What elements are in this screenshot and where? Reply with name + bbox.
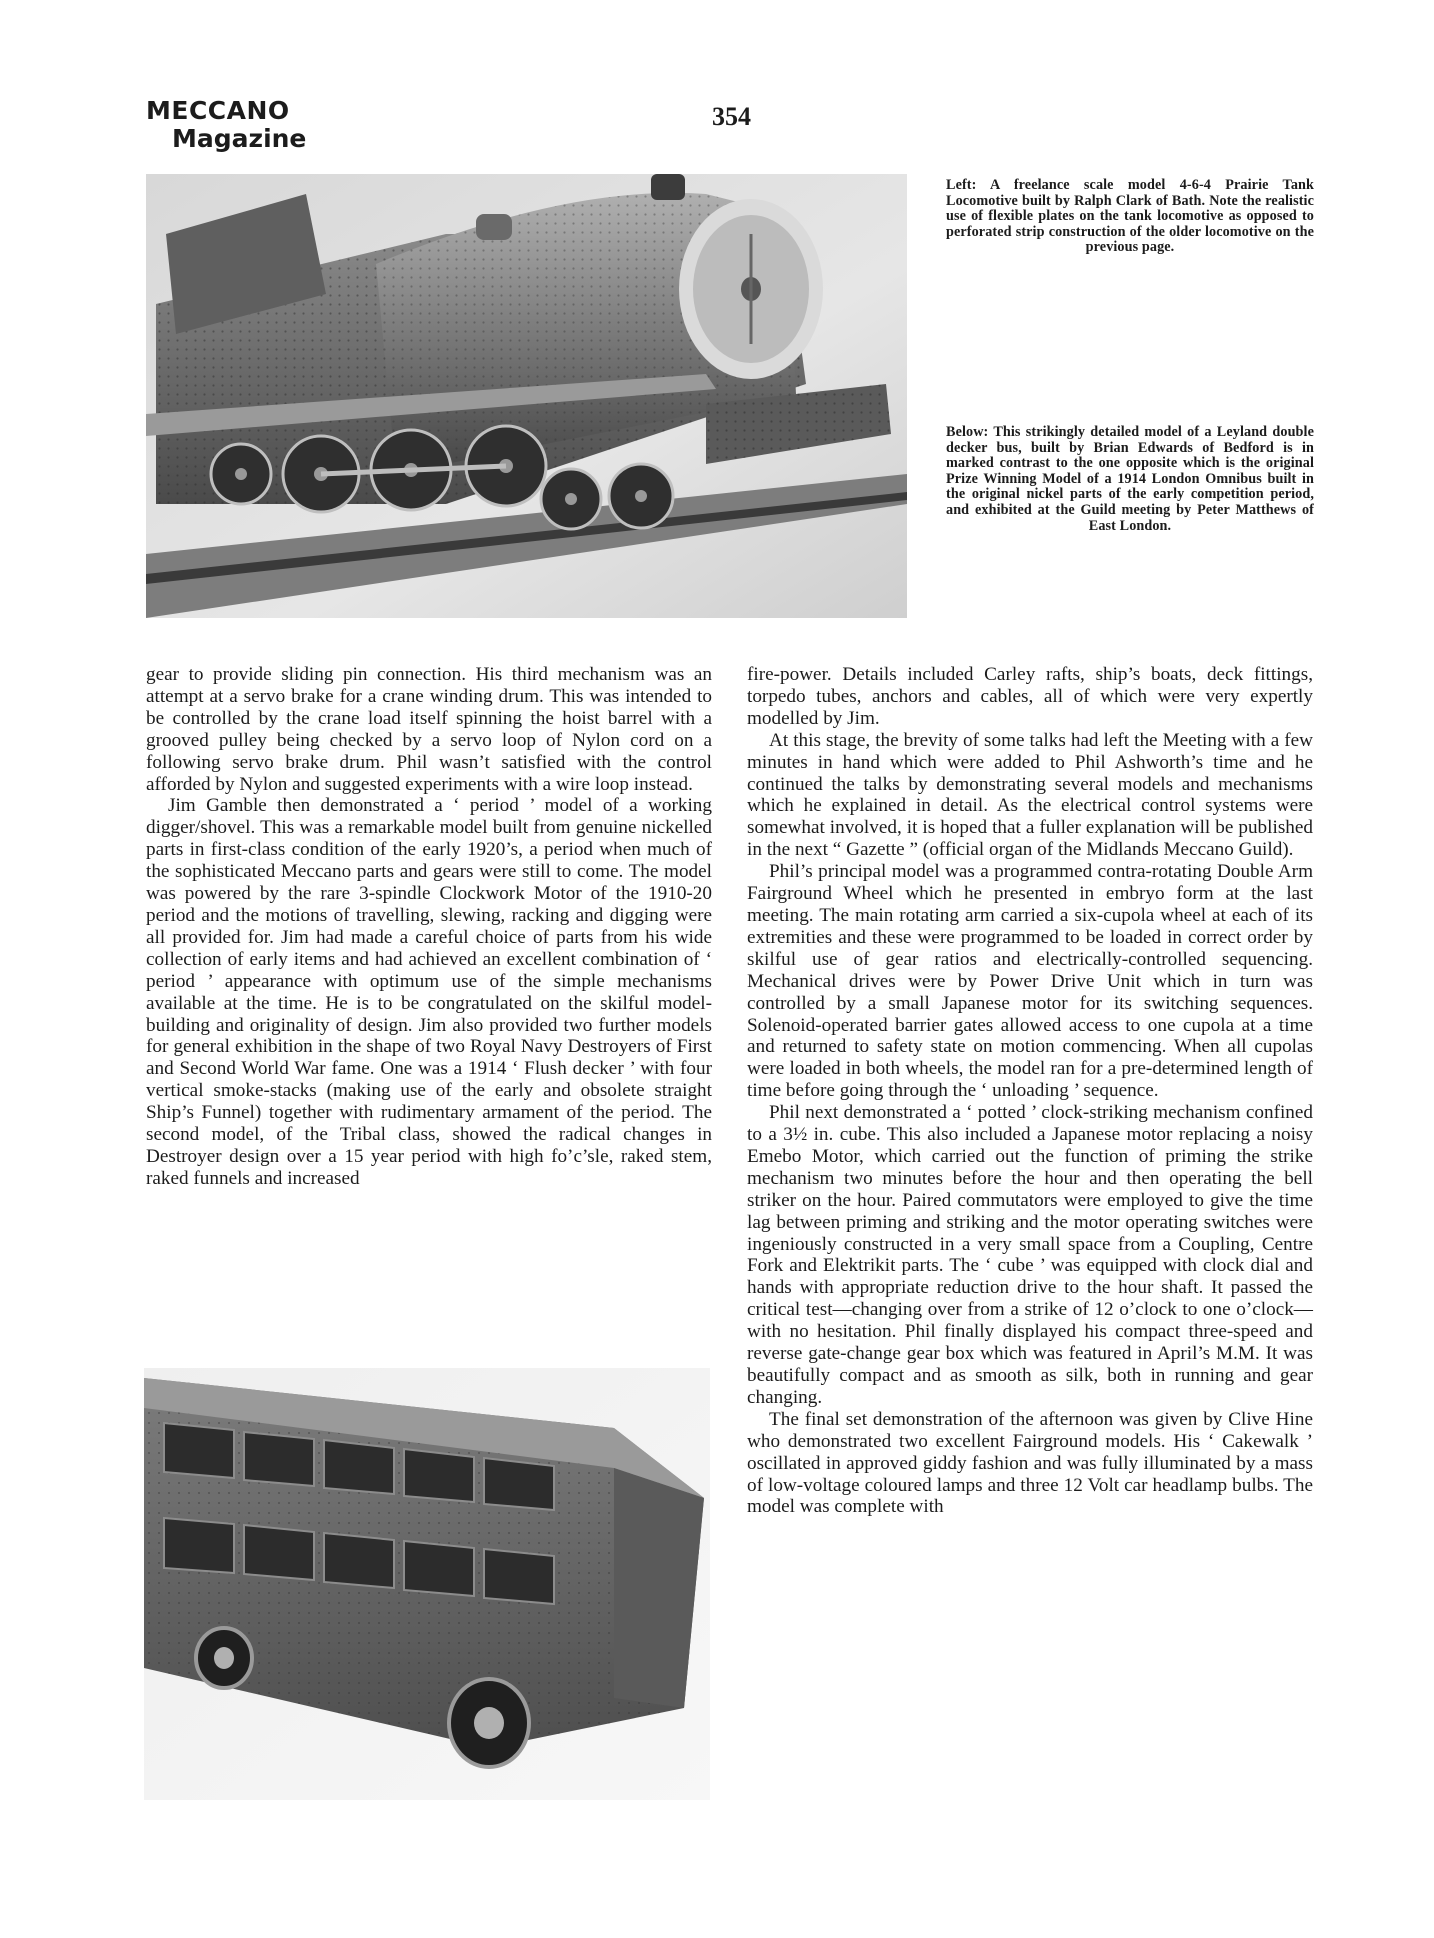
article-left-column: [146, 664, 712, 1190]
caption-left: Left: A freelance scale model 4-6-4 Prairie Tank Locomotive built by Ralph Clark of Bath. Note the realistic use of flexible plates on the tank locomotive as opposed to perforated strip construction of the older locomotive on the previous page.: [946, 177, 1314, 256]
caption-below: Below: This strikingly detailed model of a Leyland double decker bus, built by Brian Edwards of Bedford is in marked contrast to the one opposite which is the original Prize Winning Model of a 1914 London Omnibus built in the original nickel parts of the early competition period, and exhibited at the Guild meeting by Peter Matthews of East London.: [946, 424, 1314, 534]
paragraph: fire-power. Details included Carley rafts, ship’s boats, deck fittings, torpedo tubes, anchors and cables, all of which were very expertly modelled by Jim.: [747, 664, 1313, 729]
paragraph: At this stage, the brevity of some talks had left the Meeting with a few minutes in hand which were added to Phil Ashworth’s time and he continued the talks by demonstrating several models and mechanisms which he explained in detail. As the electrical control systems were somewhat involved, it is hoped that a fuller explanation will be published in the next “ Gazette ” (official organ of the Midlands Meccano Guild).: [747, 729, 1313, 861]
paragraph: Phil next demonstrated a ‘ potted ’ clock-striking mechanism confined to a 3½ in. cube. This also included a Japanese motor replacing a noisy Emebo Motor, which carried out the function of priming the strike mechanism two minutes before the hour and then operating the bell striker on the hour. Paired commutators were employed to give the time lag between priming and striking and the motor operating switches were ingeniously constructed in a very small space from a Coupling, Centre Fork and Elektrikit parts. The ‘ cube ’ was equipped with clock dial and hands with appropriate reduction drive to the hour shaft. It passed the critical test—changing over from a strike of 12 o’clock to one o’clock—with no hesitation. Phil finally displayed his compact three-speed and reverse gate-change gear box which was featured in April’s M.M. It was beautifully compact and as smooth as silk, both in running and gear changing.: [747, 1102, 1313, 1408]
page-number: 354: [712, 102, 751, 131]
locomotive-photo: [146, 174, 907, 618]
paragraph: Phil’s principal model was a programmed contra-rotating Double Arm Fairground Wheel which he presented in embryo form at the last meeting. The main rotating arm carried a six-cupola wheel at each of its extremities and these were programmed to be loaded in correct order by skilful use of gear ratios and electrically-controlled sequencing. Mechanical drives were by Power Drive Unit which in turn was controlled by a small Japanese motor for its switching sequences. Solenoid-operated barrier gates allowed access to one cupola at a time and returned to safety state on motion commencing. When all cupolas were loaded in both wheels, the model ran for a pre-determined length of time before going through the ‘ unloading ’ sequence.: [747, 861, 1313, 1102]
paragraph: Jim Gamble then demonstrated a ‘ period ’ model of a working digger/shovel. This was a remarkable model built from genuine nickelled parts in first-class condition of the early 1920’s, a period when much of the sophisticated Meccano parts and gears were still to come. The model was powered by the rare 3-spindle Clockwork Motor of the 1910-20 period and the motions of travelling, slewing, racking and digging were all provided for. Jim had made a careful choice of parts from his wide collection of early items and had achieved an excellent combination of ‘ period ’ appearance with optimum use of the simple mechanisms available at the time. He is to be congratulated on the skilful model-building and originality of design. Jim also provided two further models for general exhibition in the shape of two Royal Navy Destroyers of First and Second World War fame. One was a 1914 ‘ Flush decker ’ with four vertical smoke-stacks (making use of the early and obsolete straight Ship’s Funnel) together with rudimentary armament of the period. The second model, of the Tribal class, showed the radical changes in Destroyer design over a 15 year period with high fo’c’sle, raked stem, raked funnels and increased: [146, 795, 712, 1189]
bus-photo: [144, 1368, 710, 1800]
paragraph: The final set demonstration of the afternoon was given by Clive Hine who demonstrated two excellent Fairground models. His ‘ Cakewalk ’ oscillated in approved giddy fashion and was fully illuminated by a mass of low-voltage coloured lamps and three 12 Volt car headlamp bulbs. The model was complete with: [747, 1408, 1313, 1518]
masthead: [146, 98, 306, 151]
masthead-meccano: MECCANO: [146, 96, 290, 125]
paragraph: gear to provide sliding pin connection. His third mechanism was an attempt at a servo brake for a crane winding drum. This was intended to be controlled by the crane load itself spinning the hoist barrel with a grooved pulley being checked by a servo loop of Nylon cord on a following servo brake drum. Phil wasn’t satisfied with the control afforded by Nylon and suggested experiments with a wire loop instead.: [146, 664, 712, 795]
masthead-magazine: Magazine: [172, 124, 307, 153]
article-right-column: [747, 664, 1313, 1518]
